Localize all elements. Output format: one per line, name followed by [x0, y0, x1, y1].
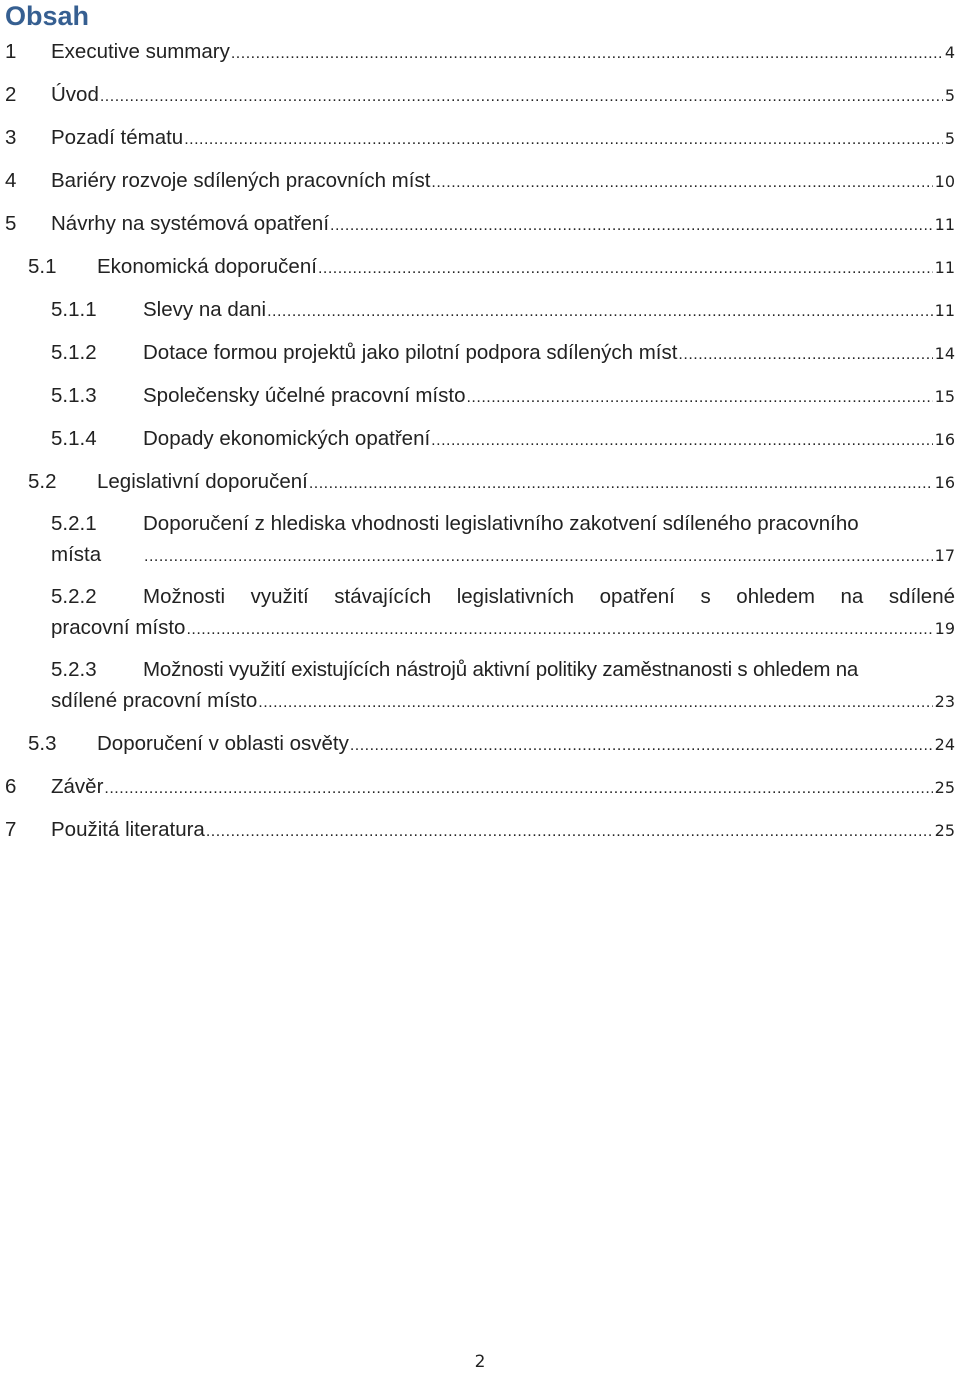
toc-number: 1 [5, 40, 17, 63]
toc-page: 11 [934, 301, 955, 320]
toc-title: Doporučení v oblasti osvěty [97, 732, 349, 755]
toc-entry-1[interactable] [5, 38, 955, 66]
toc-entry-7[interactable] [5, 816, 955, 844]
toc-leader [309, 470, 933, 498]
toc-number: 5 [5, 212, 17, 235]
toc-page: 14 [934, 344, 955, 363]
toc-leader [186, 616, 932, 644]
toc-entry-5-3[interactable] [28, 730, 955, 758]
toc-number: 5.1.3 [51, 384, 97, 407]
toc-page: 25 [934, 778, 955, 797]
toc-number: 4 [5, 169, 17, 192]
toc-entry-5-1-2[interactable] [51, 339, 955, 367]
page-number: 2 [474, 1352, 486, 1372]
toc-title-line2: pracovní místo [51, 616, 186, 639]
toc-leader [431, 427, 932, 455]
toc-title-line2: místa [51, 543, 102, 566]
toc-page: 15 [934, 387, 955, 406]
toc-title: Ekonomická doporučení [97, 255, 317, 278]
toc-leader [231, 40, 943, 68]
toc-title: Slevy na dani [143, 298, 267, 321]
toc-entry-5-1-1[interactable] [51, 296, 955, 324]
toc-page: 10 [934, 172, 955, 191]
toc-entry-6[interactable] [5, 773, 955, 801]
toc-leader [466, 384, 932, 412]
toc-title: Použitá literatura [51, 818, 205, 841]
toc-title: Dopady ekonomických opatření [143, 427, 431, 450]
toc-entry-line2 [51, 541, 955, 569]
toc-title: Závěr [51, 775, 104, 798]
toc-page: 17 [934, 546, 955, 565]
toc-number: 5.2.1 [51, 512, 97, 535]
toc-leader [104, 775, 932, 803]
toc-number: 5.2.2 [51, 585, 97, 608]
toc-number: 3 [5, 126, 17, 149]
toc-number: 5.3 [28, 732, 57, 755]
toc-number: 5.1 [28, 255, 57, 278]
toc-entry-5[interactable] [5, 210, 955, 238]
toc-page: 25 [934, 821, 955, 840]
toc-number: 2 [5, 83, 17, 106]
toc-entry-line2 [51, 687, 955, 715]
toc-page: 4 [944, 43, 955, 62]
toc-page: 23 [934, 692, 955, 711]
toc-number: 7 [5, 818, 17, 841]
toc-entry-line2 [51, 614, 955, 642]
toc-page: 19 [934, 619, 955, 638]
toc-number: 6 [5, 775, 17, 798]
toc-leader [330, 212, 933, 240]
toc-number: 5.2.3 [51, 658, 97, 681]
toc-entry-3[interactable] [5, 124, 955, 152]
toc-title: Návrhy na systémová opatření [51, 212, 330, 235]
toc-entry-line1 [51, 583, 955, 611]
toc-entry-2[interactable] [5, 81, 955, 109]
toc-title: Společensky účelné pracovní místo [143, 384, 466, 407]
toc-entry-line1 [51, 656, 955, 684]
toc-number: 5.1.2 [51, 341, 97, 364]
toc-page: 24 [934, 735, 955, 754]
toc-leader [258, 689, 932, 717]
toc-entry-5-2[interactable] [28, 468, 955, 496]
toc-title-line1: Možnosti využití stávajících legislativních opatření s ohledem na sdílené [143, 585, 955, 608]
toc-leader [144, 543, 933, 571]
toc-leader [206, 818, 933, 846]
toc-title: Pozadí tématu [51, 126, 184, 149]
toc-entry-5-1-4[interactable] [51, 425, 955, 453]
toc-page: 11 [934, 258, 955, 277]
toc-leader [184, 126, 943, 154]
toc-title-line1: Doporučení z hlediska vhodnosti legislativního zakotvení sdíleného pracovního [143, 512, 859, 535]
toc-title: Executive summary [51, 40, 230, 63]
toc-leader [678, 341, 932, 369]
toc-leader [431, 169, 932, 197]
toc-title-line1: Možnosti využití existujících nástrojů aktivní politiky zaměstnanosti s ohledem na [143, 658, 859, 681]
toc-page: 11 [934, 215, 955, 234]
toc-page: 5 [944, 86, 955, 105]
toc-leader [318, 255, 933, 283]
toc-title-line2: sdílené pracovní místo [51, 689, 258, 712]
toc-page: 16 [934, 430, 955, 449]
toc-number: 5.2 [28, 470, 57, 493]
toc-title: Úvod [51, 83, 99, 106]
toc-entry-4[interactable] [5, 167, 955, 195]
toc-title: Dotace formou projektů jako pilotní podpora sdílených míst [143, 341, 678, 364]
toc-number: 5.1.1 [51, 298, 97, 321]
toc-title: Bariéry rozvoje sdílených pracovních míst [51, 169, 431, 192]
toc-entry-5-1[interactable] [28, 253, 955, 281]
toc-page: 16 [934, 473, 955, 492]
toc-leader [100, 83, 943, 111]
toc-page: 5 [944, 129, 955, 148]
toc-entry-5-1-3[interactable] [51, 382, 955, 410]
toc-leader [350, 732, 933, 760]
toc-number: 5.1.4 [51, 427, 97, 450]
toc-title: Legislativní doporučení [97, 470, 308, 493]
toc-leader [267, 298, 933, 326]
page-title: Obsah [5, 1, 90, 31]
toc-entry-line1 [51, 510, 955, 538]
